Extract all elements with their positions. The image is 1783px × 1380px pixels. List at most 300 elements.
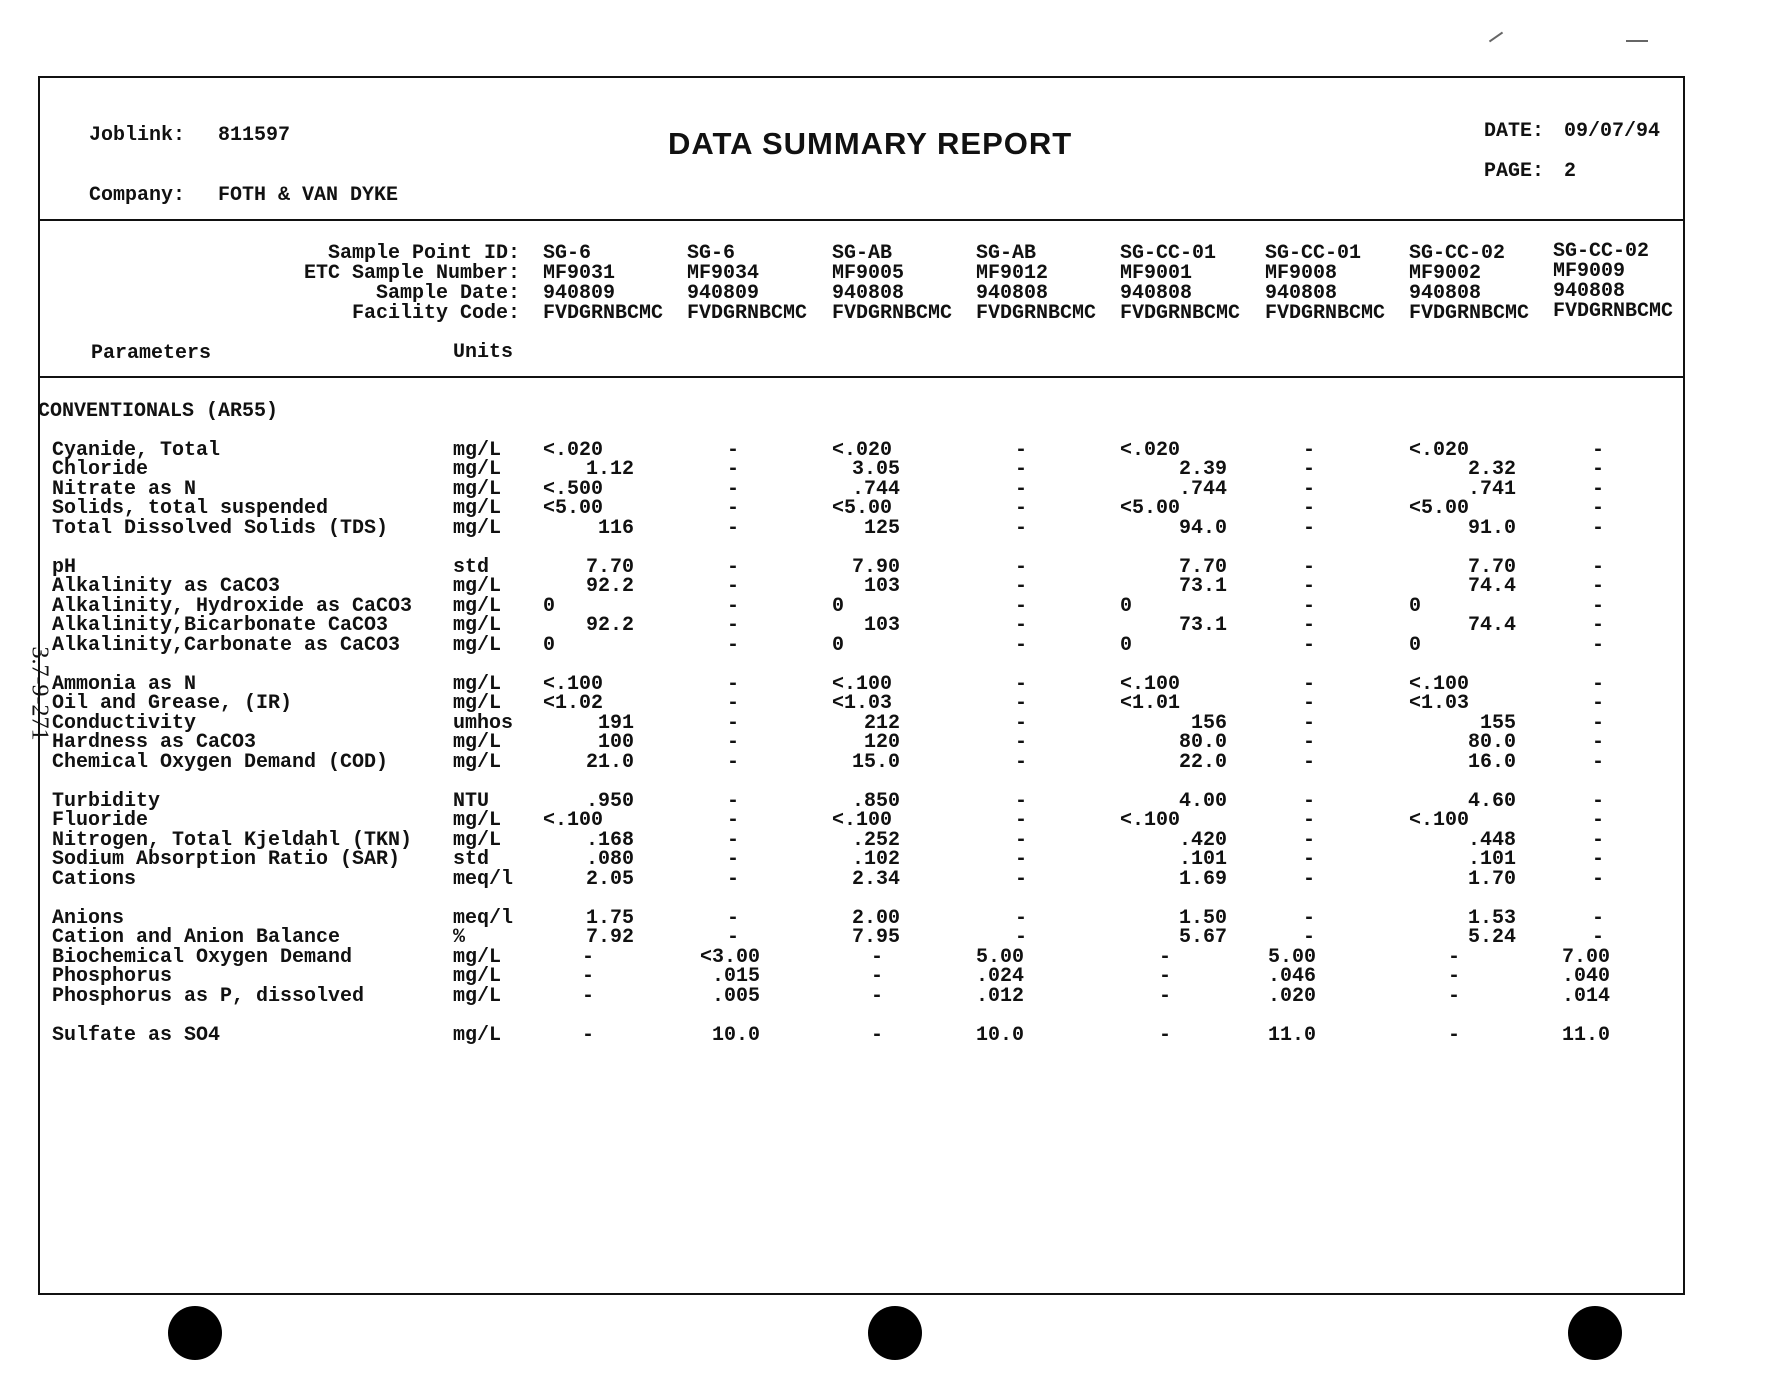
parameter-name: Phosphorus [52, 965, 173, 988]
value-cell: - [1015, 673, 1028, 696]
parameter-name: Oil and Grease, (IR) [52, 692, 293, 715]
parameter-unit: NTU [453, 790, 490, 813]
column-sample-date: 940808 [976, 282, 1049, 305]
column-sample-number: MF9034 [687, 262, 760, 285]
value-cell: - [727, 575, 740, 598]
value-cell: .741 [1467, 478, 1516, 501]
table-row [0, 614, 1783, 637]
column-sample-date: 940809 [687, 282, 760, 305]
parameter-name: Biochemical Oxygen Demand [52, 946, 353, 969]
table-row [0, 868, 1783, 891]
column-facility-code: FVDGRNBCMC [832, 302, 953, 325]
column-point-id: SG-AB [976, 242, 1037, 265]
value-cell: - [1592, 556, 1605, 579]
value-cell: - [1303, 751, 1316, 774]
table-row [0, 751, 1783, 774]
parameter-name: Alkalinity,Carbonate as CaCO3 [52, 634, 401, 657]
value-cell: 5.00 [975, 946, 1024, 969]
value-cell: - [1159, 985, 1172, 1008]
value-cell: 1.70 [1467, 868, 1516, 891]
value-cell: - [1015, 478, 1028, 501]
parameter-name: Cation and Anion Balance [52, 926, 341, 949]
value-cell: <5.00 [543, 497, 604, 520]
report-title: DATA SUMMARY REPORT [668, 126, 1073, 161]
column-point-id: SG-6 [687, 242, 736, 265]
parameter-unit: mg/L [453, 595, 502, 618]
joblink-value: 811597 [218, 124, 291, 147]
company-value: FOTH & VAN DYKE [218, 184, 399, 207]
value-cell: - [1015, 634, 1028, 657]
table-row [0, 965, 1783, 988]
value-cell: - [1592, 614, 1605, 637]
value-cell: - [727, 712, 740, 735]
value-cell: - [1159, 1024, 1172, 1047]
value-cell: 7.92 [585, 926, 634, 949]
value-cell: - [1303, 731, 1316, 754]
value-cell: - [1015, 614, 1028, 637]
value-cell: <.020 [1409, 439, 1470, 462]
value-cell: - [1015, 458, 1028, 481]
column-facility-code: FVDGRNBCMC [1553, 300, 1674, 323]
value-cell: - [1592, 868, 1605, 891]
label-sample-date: Sample Date: [375, 282, 520, 305]
value-cell: 0 [1409, 634, 1422, 657]
value-cell: 7.90 [851, 556, 900, 579]
value-cell: - [727, 673, 740, 696]
value-cell: 120 [863, 731, 900, 754]
value-cell: - [1592, 712, 1605, 735]
value-cell: 100 [597, 731, 634, 754]
value-cell: 0 [832, 634, 845, 657]
value-cell: <.100 [1409, 673, 1470, 696]
table-row [0, 712, 1783, 735]
value-cell: - [1592, 595, 1605, 618]
parameter-unit: std [453, 556, 490, 579]
value-cell: 5.00 [1267, 946, 1316, 969]
table-row [0, 478, 1783, 501]
parameter-name: Solids, total suspended [52, 497, 329, 520]
date-value: 09/07/94 [1564, 120, 1661, 143]
value-cell: - [1159, 946, 1172, 969]
binder-hole [868, 1306, 922, 1360]
table-row [0, 926, 1783, 949]
value-cell: 73.1 [1178, 575, 1227, 598]
value-cell: .744 [851, 478, 900, 501]
value-cell: .168 [585, 829, 634, 852]
value-cell: .046 [1267, 965, 1316, 988]
value-cell: 5.67 [1178, 926, 1227, 949]
table-row [0, 575, 1783, 598]
value-cell: 5.24 [1467, 926, 1516, 949]
value-cell: 10.0 [711, 1024, 760, 1047]
value-cell: - [1015, 556, 1028, 579]
value-cell: - [1448, 985, 1461, 1008]
value-cell: 191 [597, 712, 634, 735]
value-cell: 80.0 [1467, 731, 1516, 754]
parameter-unit: mg/L [453, 965, 502, 988]
value-cell: - [1592, 692, 1605, 715]
parameter-name: Sodium Absorption Ratio (SAR) [52, 848, 401, 871]
value-cell: - [1592, 848, 1605, 871]
value-cell: - [727, 458, 740, 481]
parameter-name: Chemical Oxygen Demand (COD) [52, 751, 389, 774]
table-row [0, 946, 1783, 969]
table-row [0, 595, 1783, 618]
parameter-name: Total Dissolved Solids (TDS) [52, 517, 389, 540]
value-cell: - [1592, 634, 1605, 657]
value-cell: - [1592, 731, 1605, 754]
column-facility-code: FVDGRNBCMC [1409, 302, 1530, 325]
value-cell: 103 [863, 575, 900, 598]
table-row [0, 692, 1783, 715]
stray-mark [1489, 32, 1503, 43]
column-facility-code: FVDGRNBCMC [687, 302, 808, 325]
value-cell: .024 [975, 965, 1024, 988]
value-cell: - [582, 985, 595, 1008]
table-row [0, 458, 1783, 481]
parameter-unit: meq/l [453, 868, 514, 891]
value-cell: - [727, 692, 740, 715]
value-cell: - [1015, 751, 1028, 774]
column-sample-date: 940808 [1409, 282, 1482, 305]
value-cell: - [1448, 1024, 1461, 1047]
parameter-name: pH [52, 556, 77, 579]
value-cell: .015 [711, 965, 760, 988]
value-cell: <5.00 [1409, 497, 1470, 520]
value-cell: - [1303, 673, 1316, 696]
value-cell: 116 [597, 517, 634, 540]
table-row [0, 907, 1783, 930]
value-cell: 94.0 [1178, 517, 1227, 540]
table-row [0, 497, 1783, 520]
value-cell: - [727, 439, 740, 462]
value-cell: .252 [851, 829, 900, 852]
value-cell: - [1015, 497, 1028, 520]
parameter-name: Nitrate as N [52, 478, 197, 501]
value-cell: - [1015, 926, 1028, 949]
value-cell: - [871, 946, 884, 969]
parameter-name: Cyanide, Total [52, 439, 221, 462]
parameter-unit: umhos [453, 712, 514, 735]
value-cell: <.100 [543, 809, 604, 832]
value-cell: - [727, 595, 740, 618]
column-sample-date: 940808 [832, 282, 905, 305]
value-cell: - [1015, 868, 1028, 891]
value-cell: <1.02 [543, 692, 604, 715]
value-cell: <.020 [1120, 439, 1181, 462]
value-cell: - [1015, 595, 1028, 618]
value-cell: - [1303, 497, 1316, 520]
value-cell: - [1448, 965, 1461, 988]
value-cell: - [727, 731, 740, 754]
value-cell: 2.00 [851, 907, 900, 930]
value-cell: 156 [1190, 712, 1227, 735]
value-cell: 2.05 [585, 868, 634, 891]
value-cell: - [1592, 575, 1605, 598]
value-cell: - [1303, 692, 1316, 715]
value-cell: - [727, 809, 740, 832]
value-cell: 22.0 [1178, 751, 1227, 774]
value-cell: 92.2 [585, 614, 634, 637]
parameter-unit: mg/L [453, 751, 502, 774]
value-cell: 0 [832, 595, 845, 618]
value-cell: .080 [585, 848, 634, 871]
value-cell: 0 [1120, 595, 1133, 618]
value-cell: .420 [1178, 829, 1227, 852]
units-header: Units [453, 341, 514, 364]
column-sample-date: 940808 [1265, 282, 1338, 305]
side-document-code: 3.7-9-271 [26, 646, 53, 741]
table-row [0, 790, 1783, 813]
column-facility-code: FVDGRNBCMC [543, 302, 664, 325]
value-cell: - [1015, 517, 1028, 540]
value-cell: - [1303, 634, 1316, 657]
parameter-unit: mg/L [453, 634, 502, 657]
value-cell: .012 [975, 985, 1024, 1008]
parameter-unit: mg/L [453, 829, 502, 852]
value-cell: - [1015, 712, 1028, 735]
value-cell: - [1015, 731, 1028, 754]
column-sample-number: MF9005 [832, 262, 905, 285]
parameter-unit: mg/L [453, 673, 502, 696]
binder-hole [168, 1306, 222, 1360]
value-cell: <.020 [832, 439, 893, 462]
value-cell: .102 [851, 848, 900, 871]
value-cell: 125 [863, 517, 900, 540]
value-cell: - [582, 965, 595, 988]
value-cell: 4.00 [1178, 790, 1227, 813]
value-cell: .448 [1467, 829, 1516, 852]
value-cell: <.100 [1409, 809, 1470, 832]
parameter-unit: std [453, 848, 490, 871]
value-cell: - [727, 497, 740, 520]
value-cell: .950 [585, 790, 634, 813]
value-cell: 11.0 [1561, 1024, 1610, 1047]
parameter-unit: mg/L [453, 1024, 502, 1047]
value-cell: 2.34 [851, 868, 900, 891]
value-cell: 73.1 [1178, 614, 1227, 637]
value-cell: .005 [711, 985, 760, 1008]
column-sample-number: MF9031 [543, 262, 616, 285]
column-sample-number: MF9002 [1409, 262, 1482, 285]
value-cell: .744 [1178, 478, 1227, 501]
value-cell: - [1592, 751, 1605, 774]
value-cell: .040 [1561, 965, 1610, 988]
table-row [0, 517, 1783, 540]
value-cell: - [1303, 517, 1316, 540]
value-cell: <.100 [543, 673, 604, 696]
value-cell: 74.4 [1467, 614, 1516, 637]
parameter-name: Cations [52, 868, 137, 891]
parameter-unit: mg/L [453, 809, 502, 832]
column-facility-code: FVDGRNBCMC [976, 302, 1097, 325]
value-cell: - [1303, 868, 1316, 891]
value-cell: - [1592, 439, 1605, 462]
column-sample-date: 940808 [1120, 282, 1193, 305]
parameter-unit: mg/L [453, 478, 502, 501]
value-cell: 1.50 [1178, 907, 1227, 930]
value-cell: - [727, 907, 740, 930]
value-cell: 7.00 [1561, 946, 1610, 969]
value-cell: 10.0 [975, 1024, 1024, 1047]
value-cell: <.020 [543, 439, 604, 462]
table-row [0, 829, 1783, 852]
table-row [0, 985, 1783, 1008]
value-cell: 2.32 [1467, 458, 1516, 481]
table-row [0, 809, 1783, 832]
value-cell: - [727, 829, 740, 852]
value-cell: 1.53 [1467, 907, 1516, 930]
value-cell: - [871, 965, 884, 988]
parameter-name: Phosphorus as P, dissolved [52, 985, 365, 1008]
column-sample-date: 940809 [543, 282, 616, 305]
value-cell: 11.0 [1267, 1024, 1316, 1047]
date-label: DATE: [1484, 120, 1545, 143]
value-cell: - [1592, 829, 1605, 852]
value-cell: <.100 [832, 809, 893, 832]
parameter-unit: mg/L [453, 575, 502, 598]
value-cell: - [1303, 458, 1316, 481]
parameter-name: Alkalinity as CaCO3 [52, 575, 281, 598]
parameter-unit: mg/L [453, 439, 502, 462]
column-point-id: SG-CC-02 [1409, 242, 1506, 265]
value-cell: - [1592, 517, 1605, 540]
column-point-id: SG-CC-01 [1120, 242, 1217, 265]
value-cell: - [871, 985, 884, 1008]
parameter-name: Fluoride [52, 809, 149, 832]
column-point-id: SG-CC-02 [1553, 240, 1650, 263]
parameter-name: Hardness as CaCO3 [52, 731, 257, 754]
value-cell: - [727, 517, 740, 540]
column-sample-number: MF9001 [1120, 262, 1193, 285]
value-cell: - [1303, 907, 1316, 930]
value-cell: 1.75 [585, 907, 634, 930]
value-cell: 0 [543, 595, 556, 618]
value-cell: - [1592, 907, 1605, 930]
table-row [0, 673, 1783, 696]
stray-mark [1626, 40, 1648, 42]
parameter-unit: mg/L [453, 692, 502, 715]
table-row [0, 1024, 1783, 1047]
value-cell: .014 [1561, 985, 1610, 1008]
value-cell: .101 [1178, 848, 1227, 871]
value-cell: 92.2 [585, 575, 634, 598]
value-cell: .101 [1467, 848, 1516, 871]
value-cell: .850 [851, 790, 900, 813]
value-cell: - [1303, 595, 1316, 618]
table-row [0, 556, 1783, 579]
parameter-unit: % [453, 926, 466, 949]
value-cell: <.500 [543, 478, 604, 501]
value-cell: - [727, 634, 740, 657]
value-cell: - [727, 868, 740, 891]
value-cell: - [1303, 926, 1316, 949]
column-facility-code: FVDGRNBCMC [1265, 302, 1386, 325]
value-cell: - [582, 1024, 595, 1047]
value-cell: - [1015, 809, 1028, 832]
value-cell: - [727, 790, 740, 813]
parameter-name: Alkalinity, Hydroxide as CaCO3 [52, 595, 413, 618]
value-cell: 80.0 [1178, 731, 1227, 754]
parameter-name: Conductivity [52, 712, 197, 735]
value-cell: 7.95 [851, 926, 900, 949]
value-cell: 2.39 [1178, 458, 1227, 481]
label-etc-sample-number: ETC Sample Number: [303, 262, 520, 285]
value-cell: <.100 [832, 673, 893, 696]
column-facility-code: FVDGRNBCMC [1120, 302, 1241, 325]
value-cell: 7.70 [1467, 556, 1516, 579]
section-title: CONVENTIONALS (AR55) [38, 400, 279, 423]
column-point-id: SG-CC-01 [1265, 242, 1362, 265]
column-sample-number: MF9009 [1553, 260, 1626, 283]
value-cell: - [1303, 478, 1316, 501]
value-cell: - [1303, 439, 1316, 462]
parameter-name: Chloride [52, 458, 149, 481]
binder-hole [1568, 1306, 1622, 1360]
value-cell: 7.70 [585, 556, 634, 579]
value-cell: 155 [1479, 712, 1516, 735]
value-cell: 0 [1120, 634, 1133, 657]
page-label: PAGE: [1484, 160, 1545, 183]
value-cell: <.100 [1120, 673, 1181, 696]
value-cell: - [582, 946, 595, 969]
value-cell: 0 [1409, 595, 1422, 618]
value-cell: 21.0 [585, 751, 634, 774]
company-label: Company: [89, 184, 186, 207]
column-sample-date: 940808 [1553, 280, 1626, 303]
value-cell: 0 [543, 634, 556, 657]
value-cell: 1.69 [1178, 868, 1227, 891]
value-cell: 212 [863, 712, 900, 735]
parameter-name: Alkalinity,Bicarbonate CaCO3 [52, 614, 389, 637]
joblink-label: Joblink: [89, 124, 186, 147]
header-divider [38, 219, 1685, 221]
value-cell: .020 [1267, 985, 1316, 1008]
value-cell: <3.00 [699, 946, 760, 969]
value-cell: <1.03 [832, 692, 893, 715]
value-cell: <1.03 [1409, 692, 1470, 715]
page-value: 2 [1564, 160, 1577, 183]
value-cell: - [727, 848, 740, 871]
parameter-unit: mg/L [453, 985, 502, 1008]
value-cell: - [1303, 848, 1316, 871]
value-cell: 74.4 [1467, 575, 1516, 598]
parameter-unit: mg/L [453, 731, 502, 754]
value-cell: - [1303, 556, 1316, 579]
value-cell: - [1015, 907, 1028, 930]
value-cell: - [1592, 478, 1605, 501]
value-cell: - [871, 1024, 884, 1047]
label-facility-code: Facility Code: [351, 302, 520, 325]
column-header-divider [38, 376, 1685, 378]
column-sample-number: MF9008 [1265, 262, 1338, 285]
value-cell: - [1303, 575, 1316, 598]
table-row [0, 439, 1783, 462]
value-cell: - [1303, 712, 1316, 735]
value-cell: 3.05 [851, 458, 900, 481]
value-cell: 103 [863, 614, 900, 637]
table-row [0, 848, 1783, 871]
parameters-header: Parameters [91, 342, 212, 365]
column-point-id: SG-6 [543, 242, 592, 265]
value-cell: - [1448, 946, 1461, 969]
parameter-name: Ammonia as N [52, 673, 197, 696]
value-cell: - [1015, 439, 1028, 462]
value-cell: - [1015, 692, 1028, 715]
value-cell: - [727, 478, 740, 501]
value-cell: - [1592, 458, 1605, 481]
value-cell: 15.0 [851, 751, 900, 774]
